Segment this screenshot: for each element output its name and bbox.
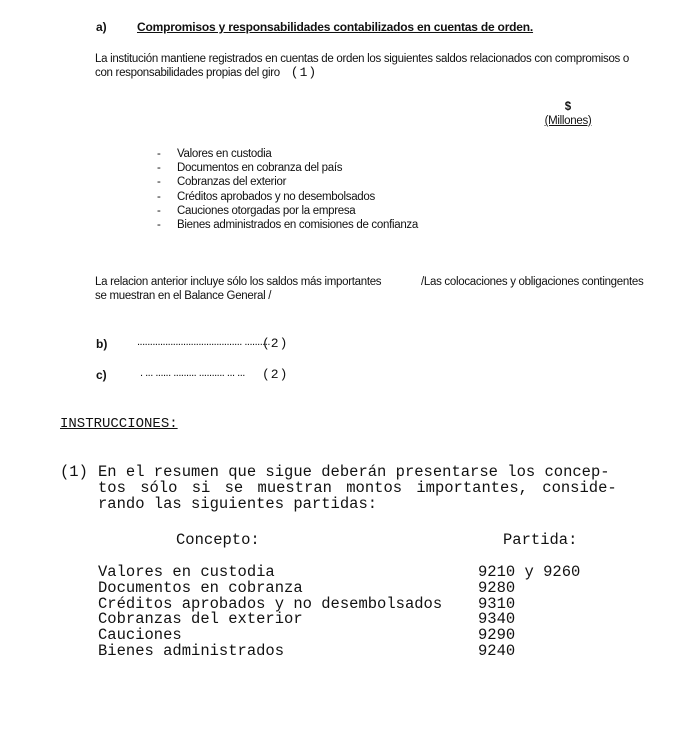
list-item xyxy=(157,218,418,232)
list-item xyxy=(157,147,418,161)
bullet-dash: - xyxy=(157,176,161,189)
currency-unit: (Millones) xyxy=(544,115,592,127)
bullet-dash: - xyxy=(157,162,161,175)
section-c-placeholder: . ... ...... ......... .......... ... ... xyxy=(140,367,245,379)
table-cell-partida: 9310 xyxy=(478,594,516,613)
note-line1-right: /Las colocaciones y obligaciones contingentes xyxy=(421,276,644,288)
instruction-item-1-line1: En el resumen que sigue deberán presentarse los concep- xyxy=(98,463,610,481)
footnote-ref-2: (2) xyxy=(262,367,289,382)
instruction-item-1-line3: rando las siguientes partidas: xyxy=(98,495,378,513)
table-cell-concepto: Valores en custodia xyxy=(98,563,275,581)
concepto-column xyxy=(98,565,442,660)
intro-paragraph-line1: La institución mantiene registrados en cuentas de orden los siguientes saldos relacionados con compromisos o xyxy=(95,53,629,65)
partida-column xyxy=(478,565,580,660)
currency-symbol: $ xyxy=(564,101,572,113)
table-cell-concepto: Créditos aprobados y no desembolsados xyxy=(98,594,443,613)
list-item-label: Valores en custodia xyxy=(177,148,272,160)
section-c-label: c) xyxy=(96,368,107,382)
section-b-label: b) xyxy=(96,337,108,351)
section-a-title: Compromisos y responsabilidades contabilizados en cuentas de orden. xyxy=(137,20,534,34)
column-header-concepto: Concepto: xyxy=(176,531,260,549)
table-cell-partida: 9240 xyxy=(478,641,516,660)
table-cell-concepto: Bienes administrados xyxy=(98,641,285,660)
note-line1-left: La relacion anterior incluye sólo los saldos más importantes xyxy=(95,276,382,288)
list-item-label: Cauciones otorgadas por la empresa xyxy=(177,204,356,217)
intro-paragraph-line2 xyxy=(95,66,317,80)
commitments-list xyxy=(157,147,418,232)
bullet-dash: - xyxy=(157,219,161,232)
note-line2: se muestran en el Balance General / xyxy=(95,290,272,302)
list-item-label: Documentos en cobranza del país xyxy=(177,162,343,175)
table-cell-partida: 9340 xyxy=(478,610,516,629)
list-item-label: Créditos aprobados y no desembolsados xyxy=(177,190,375,203)
section-b-placeholder: ......................................... .......... xyxy=(137,336,270,348)
section-a-label: a) xyxy=(96,20,107,34)
column-header-partida: Partida: xyxy=(503,531,578,549)
bullet-dash: - xyxy=(157,148,161,160)
table-cell-partida: 9290 xyxy=(478,626,516,645)
list-item xyxy=(157,175,418,189)
table-cell-concepto: Cobranzas del exterior xyxy=(98,610,303,629)
bullet-dash: - xyxy=(157,190,161,203)
list-item xyxy=(157,204,418,218)
instructions-heading: INSTRUCCIONES: xyxy=(60,416,178,432)
currency-column-header xyxy=(528,100,608,128)
instruction-item-1-line2: tos sólo si se muestran montos importantes, conside- xyxy=(98,479,617,497)
table-cell-partida: 9210 y 9260 xyxy=(478,563,581,581)
instruction-item-1-number: (1) xyxy=(60,463,88,481)
list-item-label: Bienes administrados en comisiones de confianza xyxy=(177,219,418,232)
footnote-ref-1: (1) xyxy=(290,65,318,80)
table-cell-partida: 9280 xyxy=(478,578,516,597)
footnote-ref-2: (2) xyxy=(262,336,289,351)
table-cell-concepto: Cauciones xyxy=(98,626,182,645)
list-item xyxy=(157,190,418,204)
list-item-label: Cobranzas del exterior xyxy=(177,176,287,189)
list-item xyxy=(157,161,418,175)
intro-text: con responsabilidades propias del giro xyxy=(95,67,280,79)
bullet-dash: - xyxy=(157,204,161,217)
table-cell-concepto: Documentos en cobranza xyxy=(98,578,303,597)
